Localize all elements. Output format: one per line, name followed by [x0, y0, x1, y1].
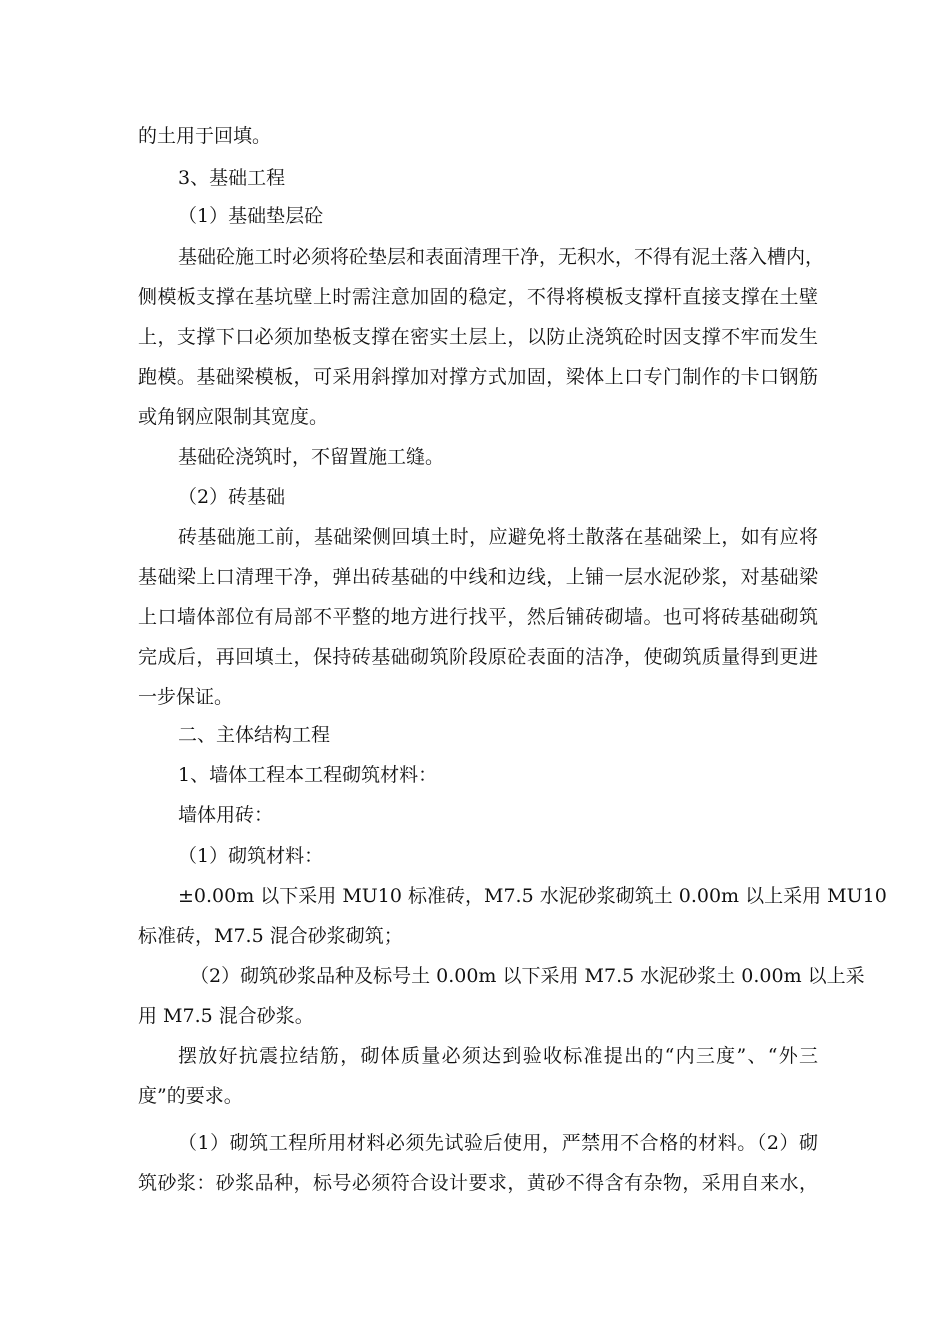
subsection-heading: （1）砌筑材料： [178, 845, 324, 867]
section-heading: 3、基础工程 [178, 167, 286, 189]
text-line: 砖基础施工前，基础梁侧回填土时，应避免将土散落在基础梁上，如有应将 [178, 526, 818, 548]
text-line: 基础梁上口清理干净，弹出砖基础的中线和边线，上铺一层水泥砂浆，对基础梁 [138, 566, 818, 588]
text-line: 一步保证。 [138, 686, 234, 708]
subsection-heading: （1）基础垫层砼 [178, 205, 324, 227]
section-heading: 1、墙体工程本工程砌筑材料： [178, 764, 438, 786]
text-line: （2）砌筑砂浆品种及标号土 0.00m 以下采用 M7.5 水泥砂浆土 0.00m 以上采 [190, 965, 865, 987]
text-line: 标准砖，M7.5 混合砂浆砌筑； [138, 925, 403, 947]
text-line: 上，支撑下口必须加垫板支撑在密实土层上，以防止浇筑砼时因支撑不牢而发生 [138, 326, 818, 348]
text-line: 筑砂浆：砂浆品种，标号必须符合设计要求，黄砂不得含有杂物，采用自来水， [138, 1172, 818, 1194]
text-line: （1）砌筑工程所用材料必须先试验后使用，严禁用不合格的材料。（2）砌 [178, 1132, 818, 1154]
text-line: 跑模。基础梁模板，可采用斜撑加对撑方式加固，梁体上口专门制作的卡口钢筋 [138, 366, 818, 388]
text-line: 墙体用砖： [178, 804, 274, 826]
text-line: 基础砼施工时必须将砼垫层和表面清理干净，无积水，不得有泥土落入槽内， [178, 246, 825, 268]
text-line: 侧模板支撑在基坑壁上时需注意加固的稳定，不得将模板支撑杆直接支撑在土壁 [138, 286, 818, 308]
text-line: 的土用于回填。 [138, 125, 272, 147]
text-line: 度”的要求。 [138, 1085, 243, 1107]
text-line: 上口墙体部位有局部不平整的地方进行找平，然后铺砖砌墙。也可将砖基础砌筑 [138, 606, 818, 628]
text-line: 完成后，再回填土，保持砖基础砌筑阶段原砼表面的洁净，使砌筑质量得到更进 [138, 646, 818, 668]
text-line: ±0.00m 以下采用 MU10 标准砖，M7.5 水泥砂浆砌筑土 0.00m 以上采用 MU10 [178, 885, 887, 907]
subsection-heading: （2）砖基础 [178, 486, 286, 508]
text-line: 基础砼浇筑时，不留置施工缝。 [178, 446, 445, 468]
text-line: 用 M7.5 混合砂浆。 [138, 1005, 314, 1027]
chapter-heading: 二、主体结构工程 [178, 724, 331, 746]
text-line: 或角钢应限制其宽度。 [138, 406, 329, 428]
text-line: 摆放好抗震拉结筋，砌体质量必须达到验收标准提出的“内三度”、“外三 [178, 1045, 818, 1067]
